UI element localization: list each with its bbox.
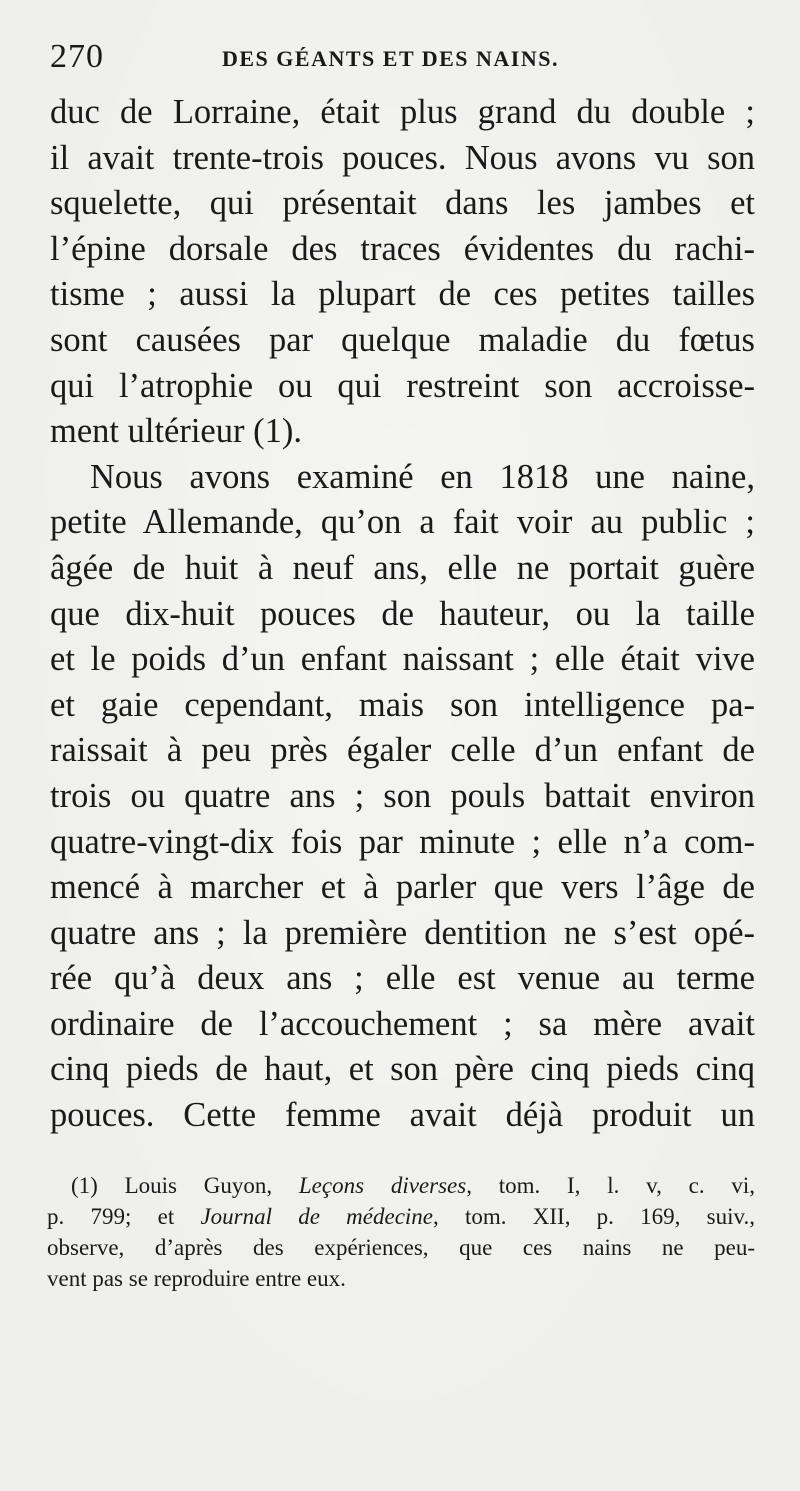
footnote-text: p. 799; et [47,1204,201,1229]
text-line: pouces. Cette femme avait déjà produit un [50,1096,755,1135]
page-header [50,38,750,88]
running-title: DES GÉANTS ET DES NAINS. [222,46,559,71]
text-line: Nous avons examiné en 1818 une naine, [90,457,755,496]
footnote-text: (1) Louis Guyon, [71,1173,299,1198]
text-line: squelette, qui présentait dans les jambes et [50,184,755,223]
page-number: 270 [50,38,104,75]
footnote-italic-title: Journal de médecine [200,1204,434,1229]
text-line: tisme ; aussi la plupart de ces petites tailles [50,275,755,314]
text-line: quatre-vingt-dix fois par minute ; elle n’a com- [50,822,755,861]
text-line: quatre ans ; la première dentition ne s’est opé- [50,913,755,952]
text-line: l’épine dorsale des traces évidentes du rachi- [50,229,755,268]
footnote-line: observe, d’après des expériences, que ces nains ne peu- [47,1235,755,1260]
footnote-line [47,1170,755,1201]
body-text [50,90,755,1139]
text-line: sont causées par quelque maladie du fœtus [50,320,755,359]
footnote-italic-title: Leçons diverses [298,1173,467,1198]
text-line: âgée de huit à neuf ans, elle ne portait guère [50,548,755,587]
footnote-text: , tom. I, l. v, c. vi, [466,1173,755,1198]
footnote-line [47,1201,755,1232]
footnote-text: , tom. XII, p. 169, suiv., [433,1204,755,1229]
text-line: ment ultérieur (1). [50,412,302,451]
text-line: duc de Lorraine, était plus grand du double ; [50,93,755,131]
text-line: cinq pieds de haut, et son père cinq pieds cinq [50,1050,755,1089]
text-line: qui l’atrophie ou qui restreint son accroisse- [50,366,755,405]
text-line: ordinaire de l’accouchement ; sa mère avait [50,1004,755,1043]
text-line: et gaie cependant, mais son intelligence pa- [50,685,755,724]
text-line: et le poids d’un enfant naissant ; elle était vive [50,640,755,679]
footnote-line: vent pas se reproduire entre eux. [47,1266,346,1291]
text-line: mencé à marcher et à parler que vers l’âge de [50,868,755,907]
footnote [47,1170,755,1294]
text-line: trois ou quatre ans ; son pouls battait environ [50,776,755,815]
text-line: il avait trente-trois pouces. Nous avons vu son [50,138,755,177]
text-line: petite Allemande, qu’on a fait voir au public ; [50,503,755,542]
text-line: raissait à peu près égaler celle d’un enfant de [50,731,755,770]
text-line: rée qu’à deux ans ; elle est venue au terme [50,959,755,998]
text-line: que dix-huit pouces de hauteur, ou la taille [50,594,755,633]
